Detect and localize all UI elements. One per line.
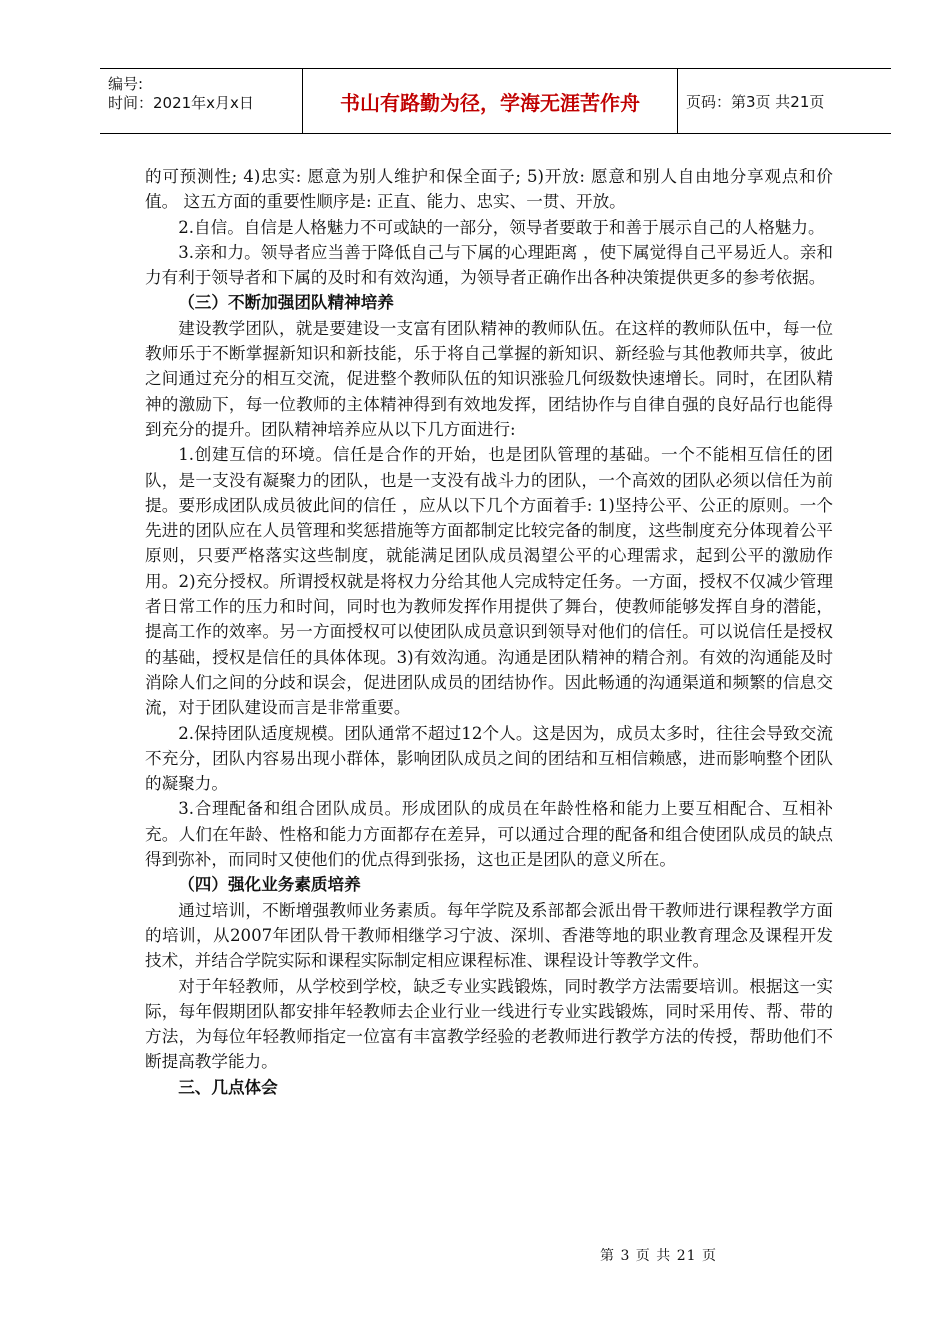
paragraph: 的可预测性; 4)忠实: 愿意为别人维护和保全面子; 5)开放: 愿意和别人自由地分享观点和价值。 这五方面的重要性顺序是: 正直、能力、忠实、一贯、开放。 xyxy=(145,167,833,212)
paragraph: 2.自信。自信是人格魅力不可或缺的一部分，领导者要敢于和善于展示自己的人格魅力。 xyxy=(178,217,825,237)
section-heading: （四）强化业务素质培养 xyxy=(178,875,361,895)
paragraph: 建设教学团队，就是要建设一支富有团队精神的教师队伍。在这样的教师队伍中，每一位教师乐于不断掌握新知识和新技能，乐于将自己掌握的新知识、新经验与其他教师共享，彼此之间通过充分的相互交流，促进整个教师队伍的知识涨验几何级数快速增长。同时，在团队精神的激励下，每一位教师的主体精神得到有效地发挥，团结协作与自律自强的良好品行也能得到充分的提升。团队精神培养应从以下几方面进行: xyxy=(145,318,833,439)
section-heading: 三、几点体会 xyxy=(178,1077,278,1097)
document-body xyxy=(145,164,833,1100)
paragraph: 1.创建互信的环境。信任是合作的开始，也是团队管理的基础。一个不能相互信任的团队，是一支没有凝聚力的团队，也是一支没有战斗力的团队，一个高效的团队必须以信任为前提。要形成团队成员彼此间的信任 ，应从以下几个方面着手: 1)坚持公平、公正的原则。一个先进的团队应在人员管理和奖惩措施等方面都制定比较完备的制度，这些制度充分体现着公平原则，只要严格落实这些制度，就能满足团队成员渴望公平的心理需求，起到公平的激励作用。2)充分授权。所谓授权就是将权力分给其他人完成特定任务。一方面，授权不仅减少管理者日常工作的压力和时间，同时也为教师发挥作用提供了舞台，使教师能够发挥自身的潜能，提高工作的效率。另一方面授权可以使团队成员意识到领导对他们的信任。可以说信任是授权的基础，授权是信任的具体体现。3)有效沟通。沟通是团队精神的精合剂。有效的沟通能及时消除人们之间的分歧和误会，促进团队成员的团结协作。因此畅通的沟通渠道和频繁的信息交流，对于团队建设而言是非常重要。 xyxy=(145,445,833,718)
header-motto: 书山有路勤为径，学海无涯苦作舟 xyxy=(302,69,678,133)
page-footer: 第 3 页 共 21 页 xyxy=(600,1248,717,1264)
document-time-label: 时间：2021年x月x日 xyxy=(108,94,254,112)
header-meta xyxy=(100,69,302,133)
paragraph: 对于年轻教师，从学校到学校，缺乏专业实践锻炼，同时教学方法需要培训。根据这一实际，每年假期团队都安排年轻教师去企业行业一线进行专业实践锻炼，同时采用传、帮、带的方法，为每位年轻教师指定一位富有丰富教学经验的老教师进行教学方法的传授，帮助他们不断提高教学能力。 xyxy=(145,976,833,1072)
page-header xyxy=(100,68,891,134)
paragraph: 2.保持团队适度规模。团队通常不超过12个人。这是因为，成员太多时，往往会导致交流不充分，团队内容易出现小群体，影响团队成员之间的团结和互相信赖感，进而影响整个团队的凝聚力。 xyxy=(145,723,833,794)
paragraph: 3.合理配备和组合团队成员。形成团队的成员在年龄性格和能力上要互相配合、互相补充。人们在年龄、性格和能力方面都存在差异，可以通过合理的配备和组合使团队成员的缺点得到弥补，而同时又使他们的优点得到张扬，这也正是团队的意义所在。 xyxy=(145,799,833,870)
header-page-label: 页码：第3页 共21页 xyxy=(686,92,825,111)
paragraph: 3.亲和力。领导者应当善于降低自己与下属的心理距离 ，使下属觉得自己平易近人。亲和力有利于领导者和下属的及时和有效沟通，为领导者正确作出各种决策提供更多的参考依据。 xyxy=(145,242,833,288)
document-number-label: 编号: xyxy=(108,75,144,93)
paragraph: 通过培训，不断增强教师业务素质。每年学院及系部都会派出骨干教师进行课程教学方面的培训，从2007年团队骨干教师相继学习宁波、深圳、香港等地的职业教育理念及课程开发技术，并结合学院实际和课程实际制定相应课程标准、课程设计等教学文件。 xyxy=(145,900,833,971)
section-heading: （三）不断加强团队精神培养 xyxy=(178,293,394,313)
